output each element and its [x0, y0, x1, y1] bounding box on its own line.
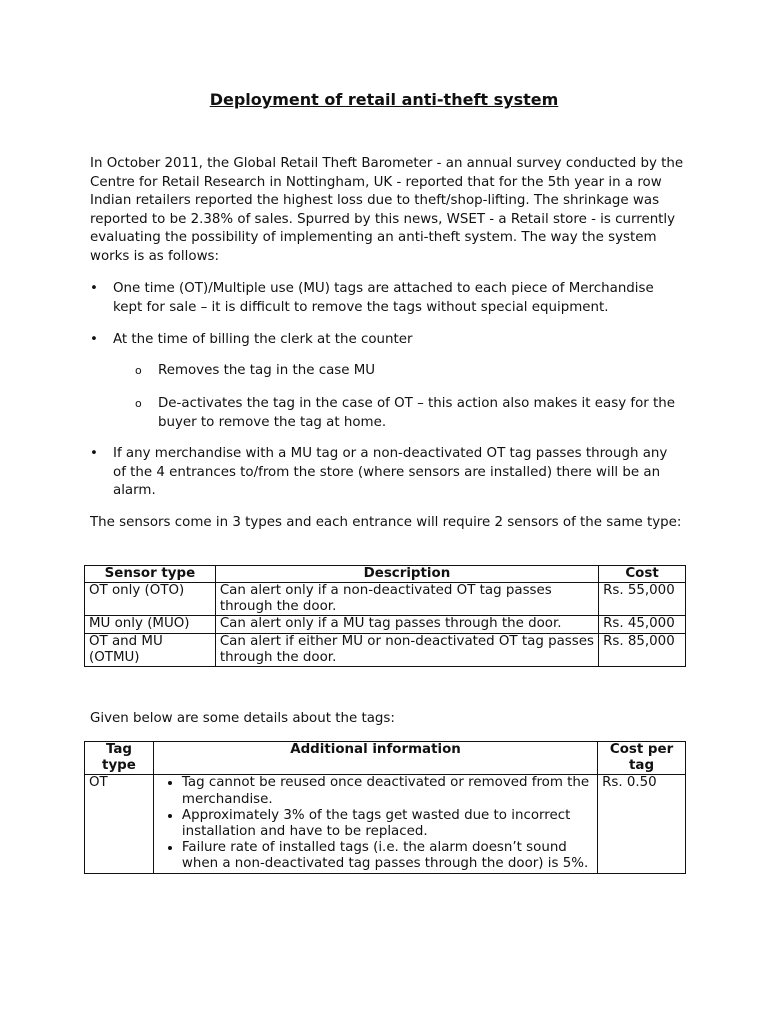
- table-row: [85, 633, 686, 666]
- table-header-row: [85, 742, 686, 775]
- intro-paragraph: In October 2011, the Global Retail Theft Barometer - an annual survey conducted by the Centre for Retail Research in Nottingham, UK - reported that for the 5th year in a row Indian retailers reported the highest loss due to theft/shop-lifting. The shrinkage was reported to be 2.38% of sales. Spurred by this news, WSET - a Retail store - is currently evaluating the possibility of implementing an anti-theft system. The way the system works is as follows:: [90, 156, 684, 264]
- table-row: [85, 616, 686, 633]
- list-item: • Failure rate of installed tags (i.e. the alarm doesn’t sound when a non-deactivated tag passes through the door) is 5%.: [182, 840, 593, 872]
- sensor-type-cell: OT and MU (OTMU): [85, 633, 216, 666]
- sensor-type-cell: MU only (MUO): [85, 616, 216, 633]
- cost-cell: Rs. 55,000: [599, 583, 686, 616]
- hollow-bullet-icon: o: [135, 397, 142, 410]
- list-item: • Approximately 3% of the tags get wasted due to incorrect installation and have to be replaced.: [182, 808, 593, 840]
- bullet-text: One time (OT)/Multiple use (MU) tags are attached to each piece of Merchandise kept for sale – it is difficult to remove the tags without special equipment.: [113, 281, 654, 315]
- bullet-dot-icon: •: [90, 446, 98, 461]
- cost-cell: Rs. 0.50: [598, 775, 686, 873]
- sensor-table: [84, 565, 686, 667]
- column-header: Cost: [599, 566, 686, 583]
- bullet-dot-icon: •: [90, 281, 98, 296]
- hollow-bullet-icon: o: [135, 364, 142, 377]
- description-cell: Can alert only if a MU tag passes through the door.: [215, 616, 598, 633]
- column-header: Sensor type: [85, 566, 216, 583]
- column-header: Tag type: [85, 742, 154, 775]
- additional-info-cell: [153, 775, 597, 873]
- column-header: Additional information: [153, 742, 597, 775]
- info-list: [158, 775, 593, 872]
- bullet-text: If any merchandise with a MU tag or a non-deactivated OT tag passes through any of the 4 entrances to/from the store (where sensors are installed) there will be an alarm.: [113, 446, 668, 498]
- bullet-text: At the time of billing the clerk at the counter: [113, 332, 413, 347]
- bullet-dot-icon: •: [90, 332, 98, 347]
- column-header: Cost per tag: [598, 742, 686, 775]
- sensor-intro: The sensors come in 3 types and each entrance will require 2 sensors of the same type:: [90, 515, 682, 530]
- cost-cell: Rs. 85,000: [599, 633, 686, 666]
- description-cell: Can alert only if a non-deactivated OT tag passes through the door.: [215, 583, 598, 616]
- sub-bullet-text: De-activates the tag in the case of OT – this action also makes it easy for the buyer to remove the tag at home.: [158, 396, 676, 430]
- tag-type-cell: OT: [85, 775, 154, 873]
- tag-intro: Given below are some details about the tags:: [90, 711, 395, 726]
- sensor-type-cell: OT only (OTO): [85, 583, 216, 616]
- document-title: Deployment of retail anti-theft system: [209, 90, 559, 109]
- description-cell: Can alert if either MU or non-deactivated OT tag passes through the door.: [215, 633, 598, 666]
- sub-bullet-text: Removes the tag in the case MU: [158, 363, 376, 378]
- list-item: • Tag cannot be reused once deactivated or removed from the merchandise.: [182, 775, 593, 807]
- tag-table: [84, 741, 686, 874]
- table-header-row: [85, 566, 686, 583]
- column-header: Description: [215, 566, 598, 583]
- cost-cell: Rs. 45,000: [599, 616, 686, 633]
- table-row: [85, 775, 686, 873]
- table-row: [85, 583, 686, 616]
